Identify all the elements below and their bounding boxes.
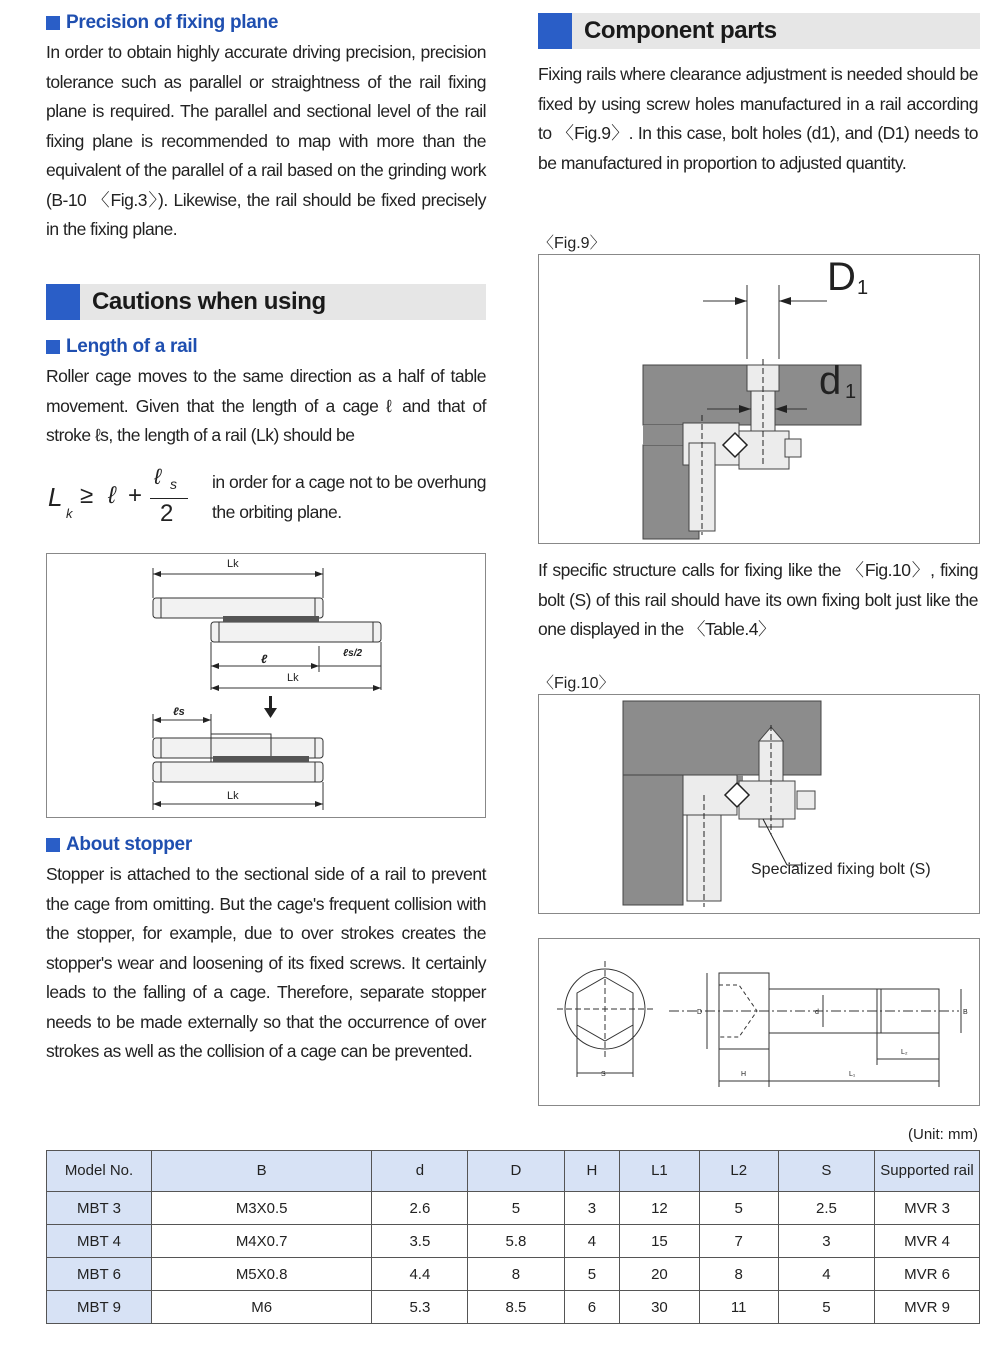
fig9-label: 〈Fig.9〉	[538, 235, 606, 252]
table-row: MBT 3 M3X0.5 2.6 5 3 12 5 2.5 MVR 3	[47, 1192, 980, 1225]
stopper-heading: About stopper	[46, 834, 192, 856]
fig9-d1-sub: 1	[845, 381, 857, 403]
component-section-header: Component parts	[538, 13, 980, 49]
bolt-label-B: B	[963, 1009, 968, 1016]
fig9-d1-label: d	[819, 359, 842, 403]
th-d: d	[372, 1151, 468, 1192]
square-bullet-icon	[46, 838, 60, 852]
table-row: MBT 4 M4X0.7 3.5 5.8 4 15 7 3 MVR 4	[47, 1225, 980, 1258]
table-row: MBT 9 M6 5.3 8.5 6 30 11 5 MVR 9	[47, 1291, 980, 1324]
fig9-diagram	[538, 254, 980, 544]
bolt-label-S: S	[601, 1071, 606, 1078]
bolt-label-L2: L₂	[901, 1049, 908, 1056]
th-D: D	[468, 1151, 564, 1192]
bolt-label-H: H	[741, 1071, 747, 1078]
square-bullet-icon	[46, 340, 60, 354]
th-model: Model No.	[47, 1151, 152, 1192]
th-H: H	[564, 1151, 620, 1192]
th-supported-rail: Supported rail	[875, 1151, 980, 1192]
label-lk-mid: Lk	[287, 672, 299, 684]
bolt-spec-table	[46, 1150, 980, 1324]
cautions-section-header: Cautions when using	[46, 284, 486, 320]
fraction-bar	[150, 498, 188, 499]
bolt-drawing	[539, 939, 979, 1105]
rail-cage-drawing	[47, 554, 485, 817]
length-paragraph: Roller cage moves to the same direction as a half of table movement. Given that the length of a cage ℓ and that of stroke ℓs, the length of a rail (Lk) should be	[46, 366, 486, 445]
th-L1: L1	[620, 1151, 699, 1192]
precision-heading: Precision of fixing plane	[46, 12, 278, 34]
unit-label: (Unit: mm)	[908, 1126, 978, 1143]
bolt-label-d: d	[815, 1009, 819, 1016]
section-block-icon	[46, 284, 80, 320]
bolt-dimension-diagram	[538, 938, 980, 1106]
fig10-diagram	[538, 694, 980, 914]
label-lk-top: Lk	[227, 558, 239, 570]
label-lk-bottom: Lk	[227, 790, 239, 802]
fig9-drawing	[539, 255, 979, 543]
th-L2: L2	[699, 1151, 778, 1192]
rail-length-diagram	[46, 553, 486, 818]
component-paragraph-2: If specific structure calls for fixing like the 〈Fig.10〉, fixing bolt (S) of this rail should have its own fixing bolt just like the one displayed in the 〈Table.4〉	[538, 560, 978, 639]
label-ls: ℓs	[173, 706, 185, 718]
bolt-label-D: D	[697, 1009, 703, 1016]
section-block-icon	[538, 13, 572, 49]
table-row: MBT 6 M5X0.8 4.4 8 5 20 8 4 MVR 6	[47, 1258, 980, 1291]
fig10-note: Specialized fixing bolt (S)	[751, 861, 931, 878]
stopper-paragraph: Stopper is attached to the sectional side of a rail to prevent the cage from omitting. But the cage's frequent collision with the stopper, for example, due to over strokes creates the stopper's wear and loosening of its fixed screws. It certainly leads to the falling of a cage. Therefore, separate stopper needs to be made externally so that the occurrence of over strokes as well as the collision of a cage can be prevented.	[46, 864, 486, 1061]
label-l: ℓ	[261, 652, 268, 666]
fig9-D1-sub: 1	[857, 277, 869, 299]
table-header-row	[47, 1151, 980, 1192]
rail-length-formula: L k ≥ ℓ + ℓ s 2	[46, 462, 206, 532]
length-heading: Length of a rail	[46, 336, 197, 358]
bolt-label-L1: L₁	[849, 1071, 856, 1078]
label-ls-half: ℓs/2	[343, 648, 363, 659]
th-S: S	[778, 1151, 874, 1192]
fig9-D1-label: D	[827, 255, 856, 299]
component-paragraph-1: Fixing rails where clearance adjustment is needed should be fixed by using screw holes manufactured in a rail according to 〈Fig.9〉. In this case, bolt holes (d1), and (D1) needs to be manufactured in proportion to adjusted quantity.	[538, 64, 978, 173]
precision-paragraph: In order to obtain highly accurate driving precision, precision tolerance such as parallel or straightness of the rail fixing plane is required. The parallel and sectional level of the rail fixing plane is recommended to map with more than the equivalent of the parallel of a rail based on the grinding work (B-10 〈Fig.3〉). Likewise, the rail should be fixed precisely in the fixing plane.	[46, 42, 486, 239]
th-B: B	[152, 1151, 372, 1192]
square-bullet-icon	[46, 16, 60, 30]
fig10-label: 〈Fig.10〉	[538, 675, 615, 692]
formula-paragraph: in order for a cage not to be overhung the orbiting plane.	[212, 472, 486, 522]
